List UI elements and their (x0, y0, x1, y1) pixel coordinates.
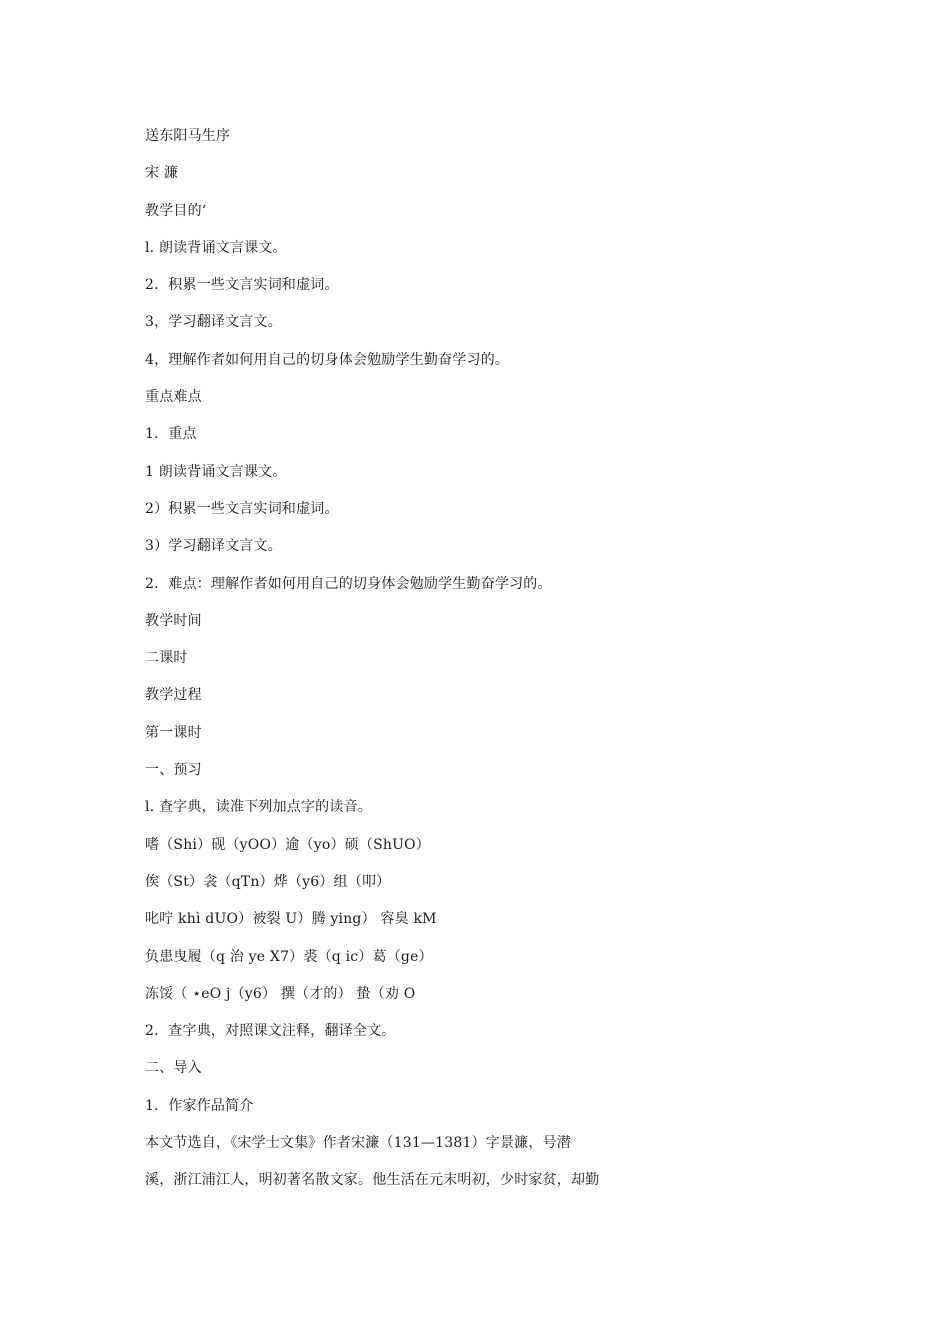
text-line: 2．积累一些文言实词和虚词。 (145, 277, 339, 294)
text-line: 2．查字典，对照课文注释，翻译全文。 (145, 1023, 396, 1040)
section-heading-objectives: 教学目的‘ (145, 202, 207, 219)
text-line: 一、预习 (145, 762, 202, 779)
text-line: 3，学习翻译文言文。 (145, 314, 282, 331)
text-line: 嗜（Shi）砚（yOO）逾（yo）硕（ShUO） (145, 836, 430, 853)
text-line: 1 朗读背诵文言课文。 (145, 463, 287, 480)
text-line: l. 查字典，读准下列加点字的读音。 (145, 799, 372, 816)
document-body (145, 125, 845, 1207)
text-line: 冻馁（ ⋆eO j（y6） 撰（才的） 蛰（劝 O (145, 985, 416, 1002)
document-title: 送东阳马生序 (145, 128, 231, 144)
section-heading-time: 教学时间 (145, 612, 202, 629)
text-line: 二课时 (145, 650, 188, 667)
text-line: 本文节选自，《宋学士文集》作者宋濂（131—1381）字景濂，号潜 (145, 1135, 571, 1152)
text-line: 俟（St）衾（qTn）烨（y6）组（叩） (145, 873, 391, 890)
section-heading-process: 教学过程 (145, 687, 202, 704)
text-line: 第一课时 (145, 724, 202, 741)
text-line: 2）积累一些文言实词和虚词。 (145, 500, 339, 517)
text-line: 溪，浙江浦江人，明初著名散文家。他生活在元末明初，少时家贫，却勤 (145, 1172, 600, 1189)
text-line: l. 朗读背诵文言课文。 (145, 239, 287, 256)
text-line: 4，理解作者如何用自己的切身体会勉励学生勤奋学习的。 (145, 351, 510, 368)
text-line: 2．难点：理解作者如何用自己的切身体会勉励学生勤奋学习的。 (145, 575, 552, 592)
text-line: 1．重点 (145, 426, 197, 443)
document-author: 宋 濂 (145, 165, 179, 182)
text-line: 3）学习翻译文言文。 (145, 538, 282, 555)
text-line: 1．作家作品简介 (145, 1097, 254, 1114)
text-line: 负患曳履（q 治 ye X7）裘（q ic）葛（ge） (145, 948, 433, 965)
text-line: 二、导入 (145, 1060, 202, 1077)
text-line: 叱咛 khì dUO）被裂 U）腾 ying） 容臭 kM (145, 911, 437, 928)
section-heading-key-points: 重点难点 (145, 389, 202, 406)
